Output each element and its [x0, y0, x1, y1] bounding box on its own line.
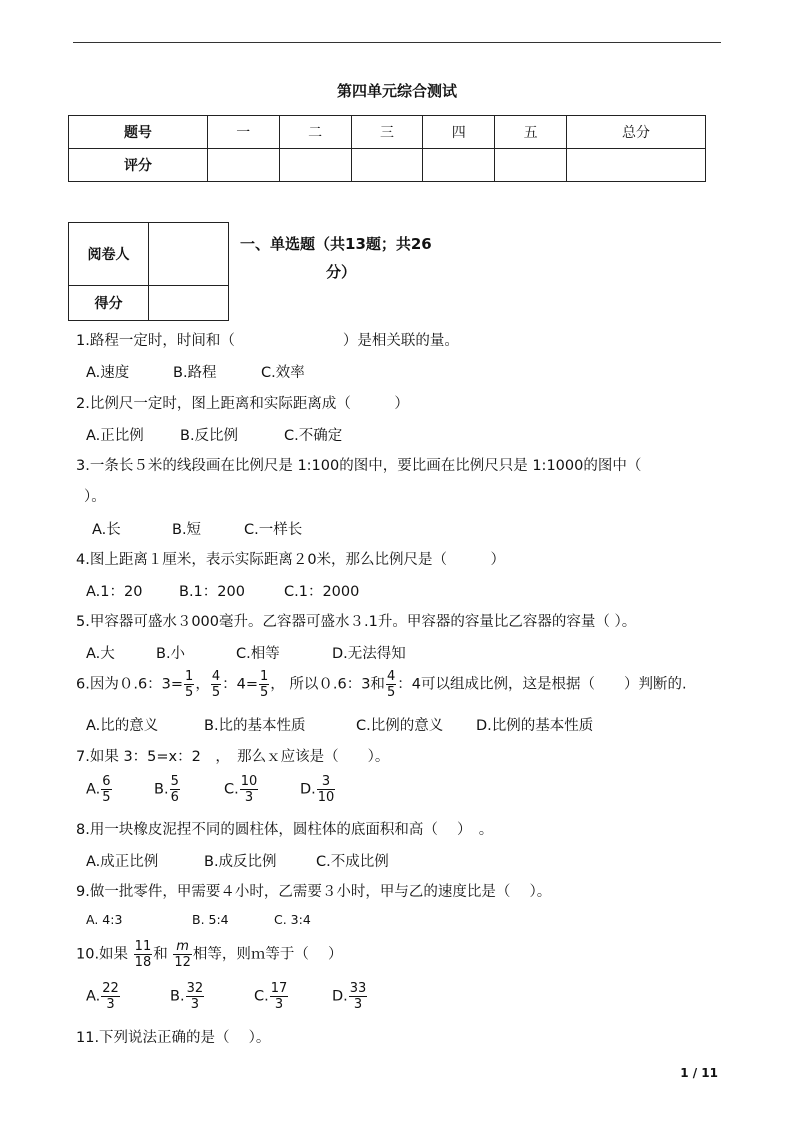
score-table	[68, 115, 706, 182]
denominator: 3	[106, 997, 115, 1012]
option: C.比例的意义	[356, 718, 444, 734]
option	[86, 982, 170, 1011]
option: A.正比例	[86, 428, 144, 444]
score-label: 得分	[69, 286, 149, 321]
table-row	[69, 149, 706, 182]
table-header-cell: 二	[279, 116, 351, 149]
option: C. 3:4	[274, 912, 311, 927]
option-label: A.	[86, 988, 101, 1005]
numerator: 10	[240, 774, 258, 789]
question-text: ，	[195, 676, 210, 693]
option: C.一样长	[244, 522, 303, 538]
numerator: 4	[386, 669, 396, 684]
option	[154, 775, 224, 804]
option	[254, 982, 332, 1011]
page-title: 第四单元综合测试	[336, 82, 457, 100]
reviewer-cell	[149, 223, 229, 286]
option-label: B.	[170, 988, 185, 1005]
fraction	[317, 775, 336, 804]
numerator: 1	[185, 669, 194, 684]
option: C.效率	[261, 365, 305, 381]
denominator: 10	[317, 790, 335, 805]
section-heading-line: 分）	[326, 263, 357, 281]
question-5-options	[86, 642, 406, 663]
question-text: 10.如果	[76, 946, 129, 963]
option: D.无法得知	[332, 646, 406, 662]
question-3-options	[92, 518, 302, 539]
option-label: B.	[154, 781, 169, 798]
question-10	[76, 940, 342, 969]
option: B. 5:4	[192, 912, 229, 927]
section-heading-line: 一、单选题（共13题；共26	[240, 235, 432, 253]
numerator: 4	[211, 669, 221, 684]
table-header-cell: 四	[423, 116, 495, 149]
fraction	[184, 670, 194, 699]
question-6	[76, 670, 687, 699]
option: A.1：20	[86, 584, 143, 600]
table-row	[69, 286, 229, 321]
denominator: 5	[259, 685, 269, 700]
option-label: D.	[332, 988, 348, 1005]
denominator: 5	[211, 685, 221, 700]
option: A. 4:3	[86, 912, 123, 927]
question-8: 8.用一块橡皮泥捏不同的圆柱体，圆柱体的底面积和高（ ） 。	[76, 822, 494, 838]
question-text: 1.路程一定时，时间和（	[76, 333, 235, 349]
denominator: 3	[190, 997, 199, 1012]
option: C.不确定	[284, 428, 343, 444]
question-text: 相等，则ｍ等于（ ）	[192, 946, 343, 963]
score-cell	[351, 149, 423, 182]
reviewer-label: 阅卷人	[69, 223, 149, 286]
option: D.比例的基本性质	[476, 718, 594, 734]
denominator: 12	[174, 955, 191, 970]
numerator: 5	[170, 774, 179, 789]
question-1-options	[86, 361, 305, 382]
denominator: 3	[244, 790, 254, 805]
option-label: C.	[224, 781, 239, 798]
option	[300, 775, 336, 804]
table-row	[69, 223, 229, 286]
fraction	[259, 670, 269, 699]
numerator: 11	[134, 939, 152, 954]
fraction	[101, 775, 111, 804]
question-5: 5.甲容器可盛水３000毫升。乙容器可盛水３.1升。甲容器的容量比乙容器的容量（ ）。	[76, 614, 637, 630]
header-rule	[73, 42, 721, 43]
question-3: 3.一条长５米的线段画在比例尺是 1:100的图中，要比画在比例尺只是 1:1000的图中（	[76, 458, 642, 474]
fraction	[386, 670, 396, 699]
question-10-options	[86, 982, 368, 1011]
table-header-cell: 三	[351, 116, 423, 149]
question-text: ：4可以组成比例，这是根据（ ）判断的.	[397, 676, 687, 693]
table-row	[69, 116, 706, 149]
option-label: C.	[254, 988, 269, 1005]
question-3-cont: ）。	[84, 489, 106, 505]
question-7-options	[86, 775, 336, 804]
table-header-cell: 题号	[69, 116, 208, 149]
fraction	[173, 940, 192, 969]
option	[332, 982, 368, 1011]
question-4: 4.图上距离１厘米，表示实际距离２0米，那么比例尺是（ ）	[76, 552, 506, 568]
option: B.小	[156, 646, 186, 662]
question-11: 11.下列说法正确的是（ ）。	[76, 1030, 271, 1046]
option: B.短	[172, 522, 202, 538]
denominator: 6	[170, 790, 179, 805]
table-row-label: 评分	[69, 149, 208, 182]
denominator: 5	[185, 685, 194, 700]
option: B.路程	[173, 365, 217, 381]
question-7: 7.如果 3：5=x：2 ， 那么ｘ应该是（ ）。	[76, 749, 390, 765]
question-9: 9.做一批零件，甲需要４小时，乙需要３小时，甲与乙的速度比是（ ）。	[76, 884, 552, 900]
denominator: 3	[353, 997, 363, 1012]
denominator: 18	[134, 955, 152, 970]
fraction	[186, 982, 205, 1011]
table-header-cell: 五	[495, 116, 567, 149]
score-cell	[495, 149, 567, 182]
question-4-options	[86, 580, 359, 601]
denominator: 3	[274, 997, 284, 1012]
question-text: 和	[153, 946, 168, 963]
section-heading	[240, 230, 432, 286]
question-8-options	[86, 850, 389, 871]
option: A.速度	[86, 365, 130, 381]
option: A.成正比例	[86, 854, 159, 870]
numerator: 22	[102, 981, 119, 996]
fraction	[101, 982, 120, 1011]
option: B.反比例	[180, 428, 239, 444]
grader-table	[68, 222, 229, 321]
question-9-options	[86, 912, 311, 927]
option: C.1：2000	[284, 584, 360, 600]
option	[170, 982, 254, 1011]
score-cell	[423, 149, 495, 182]
fraction	[211, 670, 221, 699]
question-2: 2.比例尺一定时，图上距离和实际距离成（ ）	[76, 396, 409, 412]
fraction	[134, 940, 153, 969]
score-cell	[149, 286, 229, 321]
numerator: 1	[259, 669, 269, 684]
question-1	[76, 329, 459, 350]
option: B.1：200	[179, 584, 245, 600]
option: A.长	[92, 522, 121, 538]
score-cell	[207, 149, 279, 182]
option: B.比的基本性质	[204, 718, 306, 734]
question-6-options	[86, 714, 593, 735]
numerator: m	[173, 940, 192, 955]
numerator: 3	[317, 775, 336, 790]
question-2-options	[86, 424, 342, 445]
option	[86, 775, 154, 804]
fraction	[170, 775, 180, 804]
denominator: 5	[386, 685, 396, 700]
option-label: D.	[300, 781, 316, 798]
table-header-cell: 一	[207, 116, 279, 149]
question-text: 6.因为０.6：3=	[76, 676, 184, 693]
option-label: A.	[86, 781, 101, 798]
option: A.大	[86, 646, 115, 662]
question-text: ：4=	[222, 676, 258, 693]
numerator: 33	[349, 981, 367, 996]
score-cell	[279, 149, 351, 182]
option: C.不成比例	[316, 854, 389, 870]
question-text: ）是相关联的量。	[342, 333, 459, 349]
option	[224, 775, 300, 804]
numerator: 6	[102, 774, 111, 789]
option: B.成反比例	[204, 854, 277, 870]
fraction	[349, 982, 368, 1011]
option: A.比的意义	[86, 718, 159, 734]
denominator: 5	[102, 790, 111, 805]
numerator: 32	[186, 981, 204, 996]
numerator: 17	[270, 981, 288, 996]
table-header-cell: 总分	[567, 116, 706, 149]
fraction	[270, 982, 289, 1011]
page-number: 1 / 11	[680, 1066, 718, 1080]
question-text: ， 所以０.6：3和	[270, 676, 385, 693]
option: C.相等	[236, 646, 280, 662]
fraction	[240, 775, 259, 804]
score-cell	[567, 149, 706, 182]
